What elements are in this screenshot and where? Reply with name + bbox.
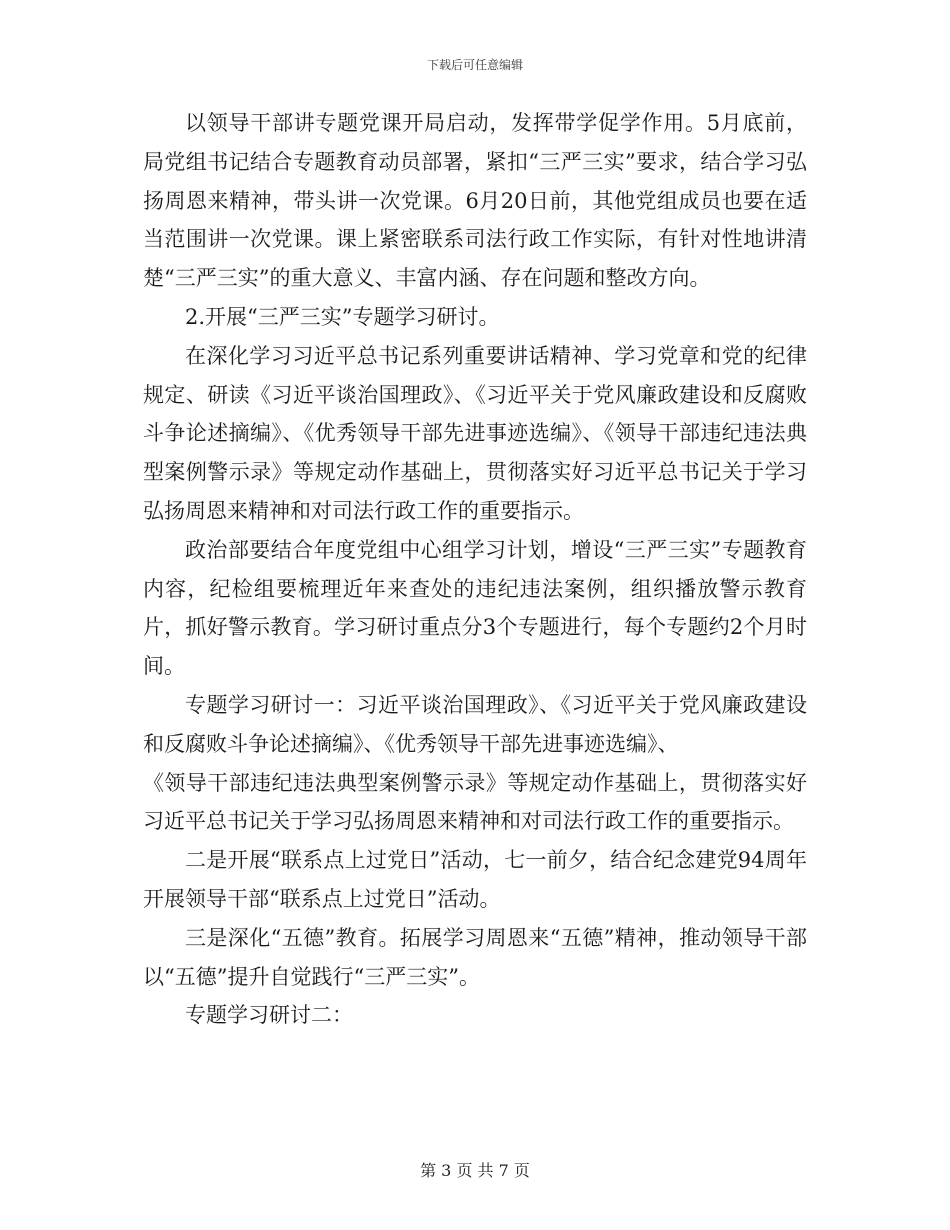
paragraph: 以领导干部讲专题党课开局启动，发挥带学促学作用。5月底前，局党组书记结合专题教育动员部署，紧扣“三严三实”要求，结合学习弘扬周恩来精神，带头讲一次党课。6月20日前，其他党组成员也要在适当范围讲一次党课。课上紧密联系司法行政工作实际，有针对性地讲清楚“三严三实”的重大意义、丰富内涵、存在问题和整改方向。 — [143, 111, 807, 291]
paragraph: 政治部要结合年度党组中心组学习计划，增设“三严三实”专题教育内容，纪检组要梳理近年来查处的违纪违法案例，组织播放警示教育片，抓好警示教育。学习研讨重点分3个专题进行，每个专题约2个月时间。 — [143, 537, 807, 679]
paragraph: 在深化学习习近平总书记系列重要讲话精神、学习党章和党的纪律规定、研读《习近平谈治国理政》、《习近平关于党风廉政建设和反腐败斗争论述摘编》、《优秀领导干部先进事迹选编》、《领导干部违纪违法典型案例警示录》等规定动作基础上，贯彻落实好习近平总书记关于学习弘扬周恩来精神和对司法行政工作的重要指示。 — [143, 343, 807, 523]
paragraph: 二是开展“联系点上过党日”活动，七一前夕，结合纪念建党94周年开展领导干部“联系点上过党日”活动。 — [143, 848, 807, 911]
page-footer: 第 3 页 共 7 页 — [420, 1161, 530, 1180]
page-header: 下载后可任意编辑 — [426, 58, 523, 72]
paragraph: 专题学习研讨一：习近平谈治国理政》、《习近平关于党风廉政建设和反腐败斗争论述摘编》、《优秀领导干部先进事迹选编》、 — [143, 692, 807, 756]
paragraph: 2.开展“三严三实”专题学习研讨。 — [185, 304, 500, 329]
paragraph: 《领导干部违纪违法典型案例警示录》等规定动作基础上，贯彻落实好习近平总书记关于学习弘扬周恩来精神和对司法行政工作的重要指示。 — [143, 770, 807, 834]
paragraph: 三是深化“五德”教育。拓展学习周恩来“五德”精神，推动领导干部以“五德”提升自觉践行“三严三实”。 — [143, 925, 807, 989]
paragraph: 专题学习研讨二： — [185, 1003, 353, 1028]
document-body — [143, 104, 807, 1035]
